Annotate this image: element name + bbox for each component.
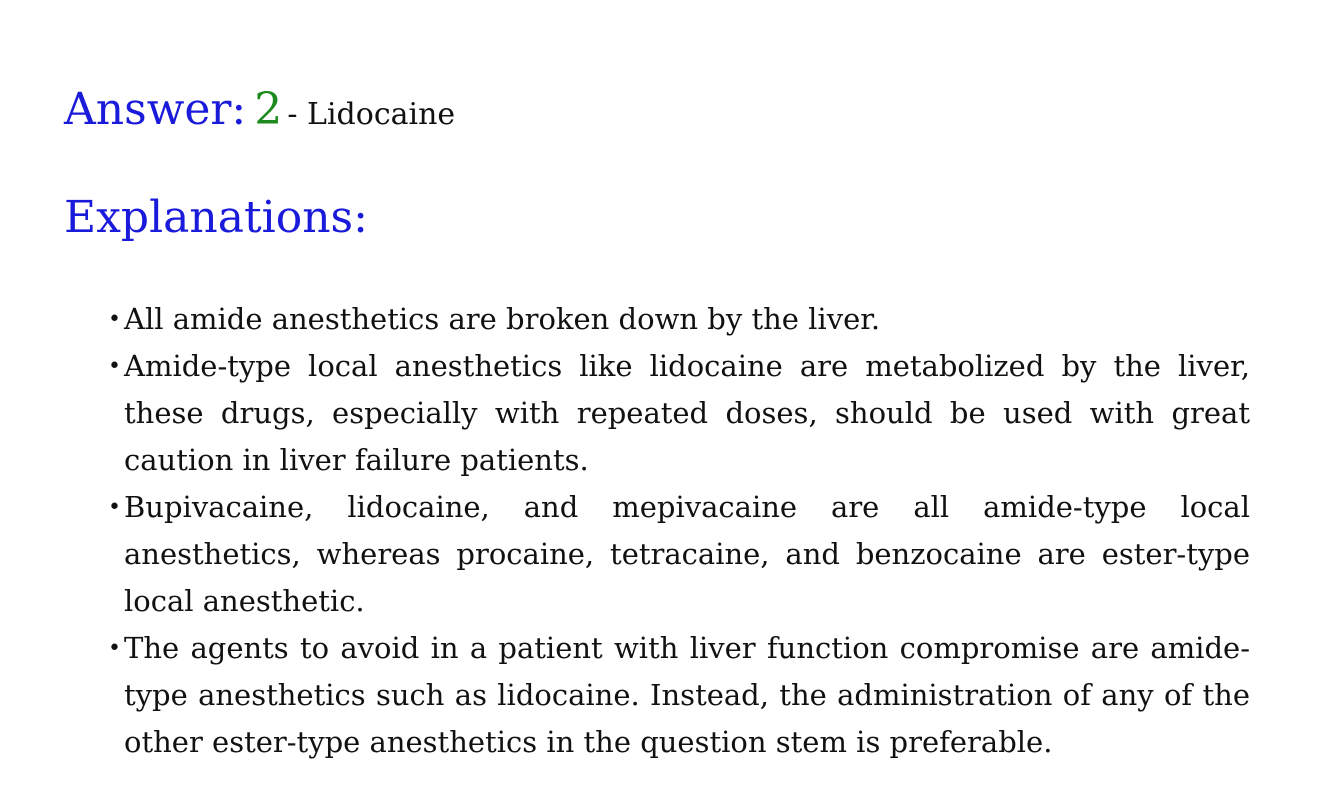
explanations-list xyxy=(64,296,1250,766)
answer-label: Answer: xyxy=(64,84,247,135)
answer-explanation-document xyxy=(64,82,1254,766)
explanation-item xyxy=(108,343,1250,484)
explanation-item xyxy=(108,296,1250,343)
explanation-item xyxy=(108,484,1250,625)
answer-text: - Lidocaine xyxy=(287,97,456,132)
explanation-text: Bupivacaine, lidocaine, and mepivacaine are all amide-type local anesthetics, whereas procaine, tetracaine, and benzocaine are ester-type local anesthetic. xyxy=(124,490,1250,618)
answer-line xyxy=(64,82,1254,138)
bullet-icon: • xyxy=(108,354,121,379)
bullet-icon: • xyxy=(108,495,121,520)
explanation-text: The agents to avoid in a patient with liver function compromise are amide-type anesthetics such as lidocaine. Instead, the administration of any of the other ester-type anesthetics in the question stem is preferable. xyxy=(124,631,1250,759)
explanations-heading: Explanations: xyxy=(64,192,368,243)
explanation-item xyxy=(108,625,1250,766)
bullet-icon: • xyxy=(108,636,121,661)
explanation-text: Amide-type local anesthetics like lidocaine are metabolized by the liver, these drugs, especially with repeated doses, should be used with great caution in liver failure patients. xyxy=(124,349,1250,477)
answer-number: 2 xyxy=(254,84,283,135)
bullet-icon: • xyxy=(108,307,121,332)
explanation-text: All amide anesthetics are broken down by the liver. xyxy=(124,302,881,336)
